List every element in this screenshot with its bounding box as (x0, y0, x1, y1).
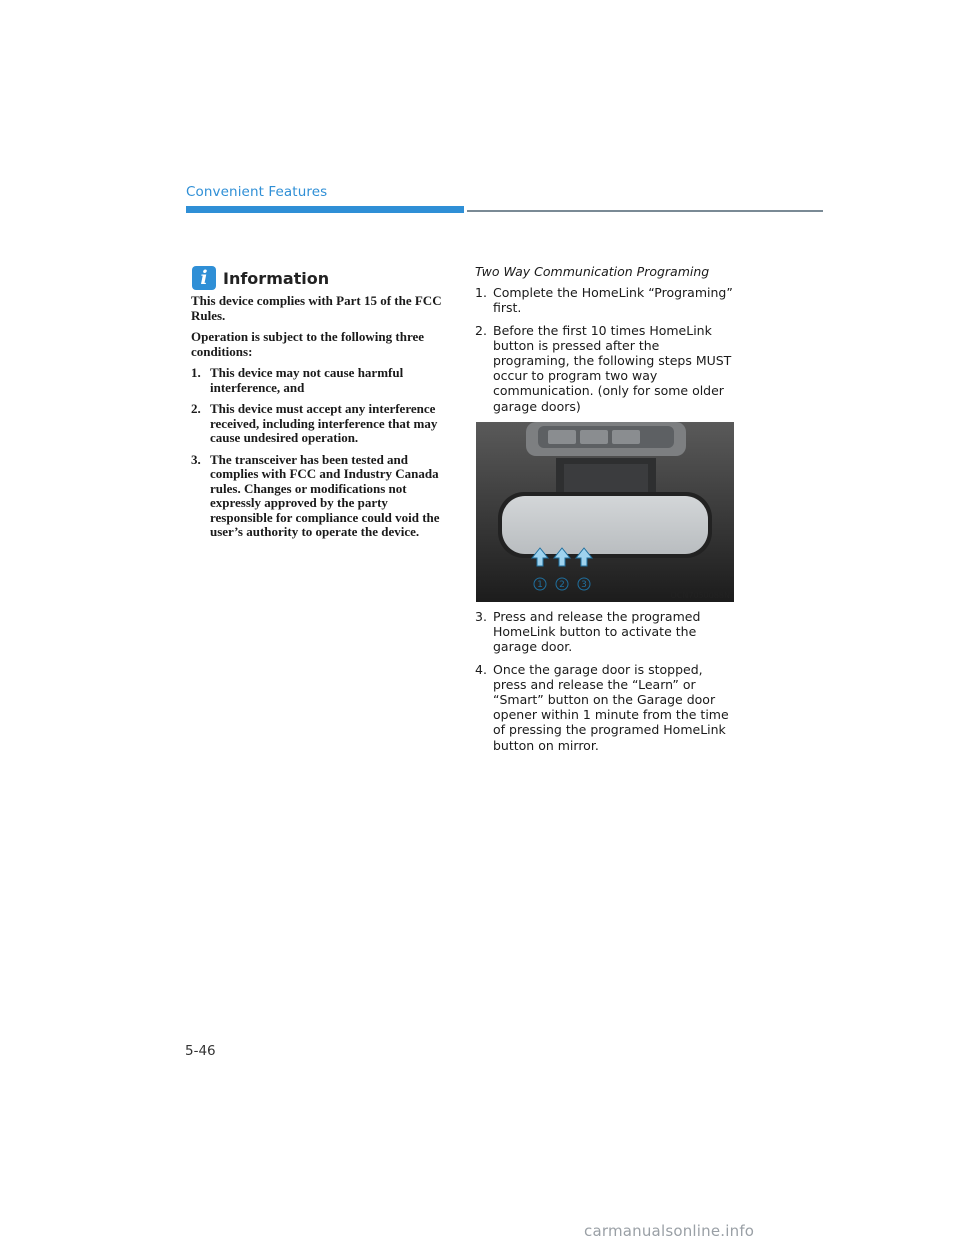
list-item-number: 1. (475, 285, 487, 301)
callout-1: 1 (537, 580, 543, 590)
mirror-figure (476, 422, 734, 602)
info-list (191, 366, 453, 540)
section-title: Convenient Features (186, 184, 328, 200)
list-item-number: 2. (191, 401, 201, 416)
info-title: Information (223, 268, 330, 288)
watermark: carmanualsonline.info (584, 1222, 755, 1240)
info-paragraph: Operation is subject to the following three conditions: (191, 329, 425, 359)
list-item (191, 402, 453, 446)
list-item-number: 3. (191, 451, 201, 467)
header-rule (467, 210, 823, 212)
list-item (475, 662, 737, 753)
callout-2: 2 (559, 580, 565, 590)
list-item-number: 1. (191, 365, 201, 380)
callout-3: 3 (581, 580, 587, 590)
list-item-text: Press and release the programed HomeLink button to activate the garage door. (493, 609, 701, 655)
list-item-text: Before the first 10 times HomeLink button is pressed after the programing, the following steps MUST occur to program two way communication. (only for some older garage doors) (493, 322, 732, 414)
list-item-number: 2. (475, 322, 487, 338)
list-item-text: This device must accept any interference received, including interference that may cause undesired operation. (210, 401, 438, 445)
list-item-text: Complete the HomeLink “Programing” first. (493, 285, 733, 316)
page-number: 5-46 (185, 1043, 216, 1059)
list-item-number: 4. (475, 661, 487, 677)
mirror-illustration (476, 422, 734, 602)
list-item (475, 323, 737, 414)
header-rule-accent (186, 206, 464, 213)
two-way-section (475, 264, 737, 421)
list-item (475, 285, 737, 315)
figure-code: OCN7050088N (670, 591, 730, 600)
list-item (475, 609, 737, 655)
info-body (191, 294, 453, 547)
list-item-number: 3. (475, 609, 487, 624)
list-item-text: This device may not cause harmful interference, and (210, 365, 404, 395)
list-item-text: Once the garage door is stopped, press and release the “Learn” or “Smart” button on the Garage door opener within 1 minute from the time of pressing the programed HomeLink button on mirror. (493, 661, 729, 753)
two-way-steps-continued (475, 609, 737, 760)
info-icon: i (192, 266, 216, 290)
subheading: Two Way Communication Programing (475, 264, 710, 279)
list-item (191, 366, 453, 395)
list-item-text: The transceiver has been tested and complies with FCC and Industry Canada rules. Changes or modifications not expressly approved by the party responsible for compliance could void the user’s authority to operate the device. (210, 451, 440, 539)
info-paragraph: This device complies with Part 15 of the FCC Rules. (191, 293, 442, 323)
list-item (191, 453, 453, 540)
info-header (192, 266, 329, 290)
